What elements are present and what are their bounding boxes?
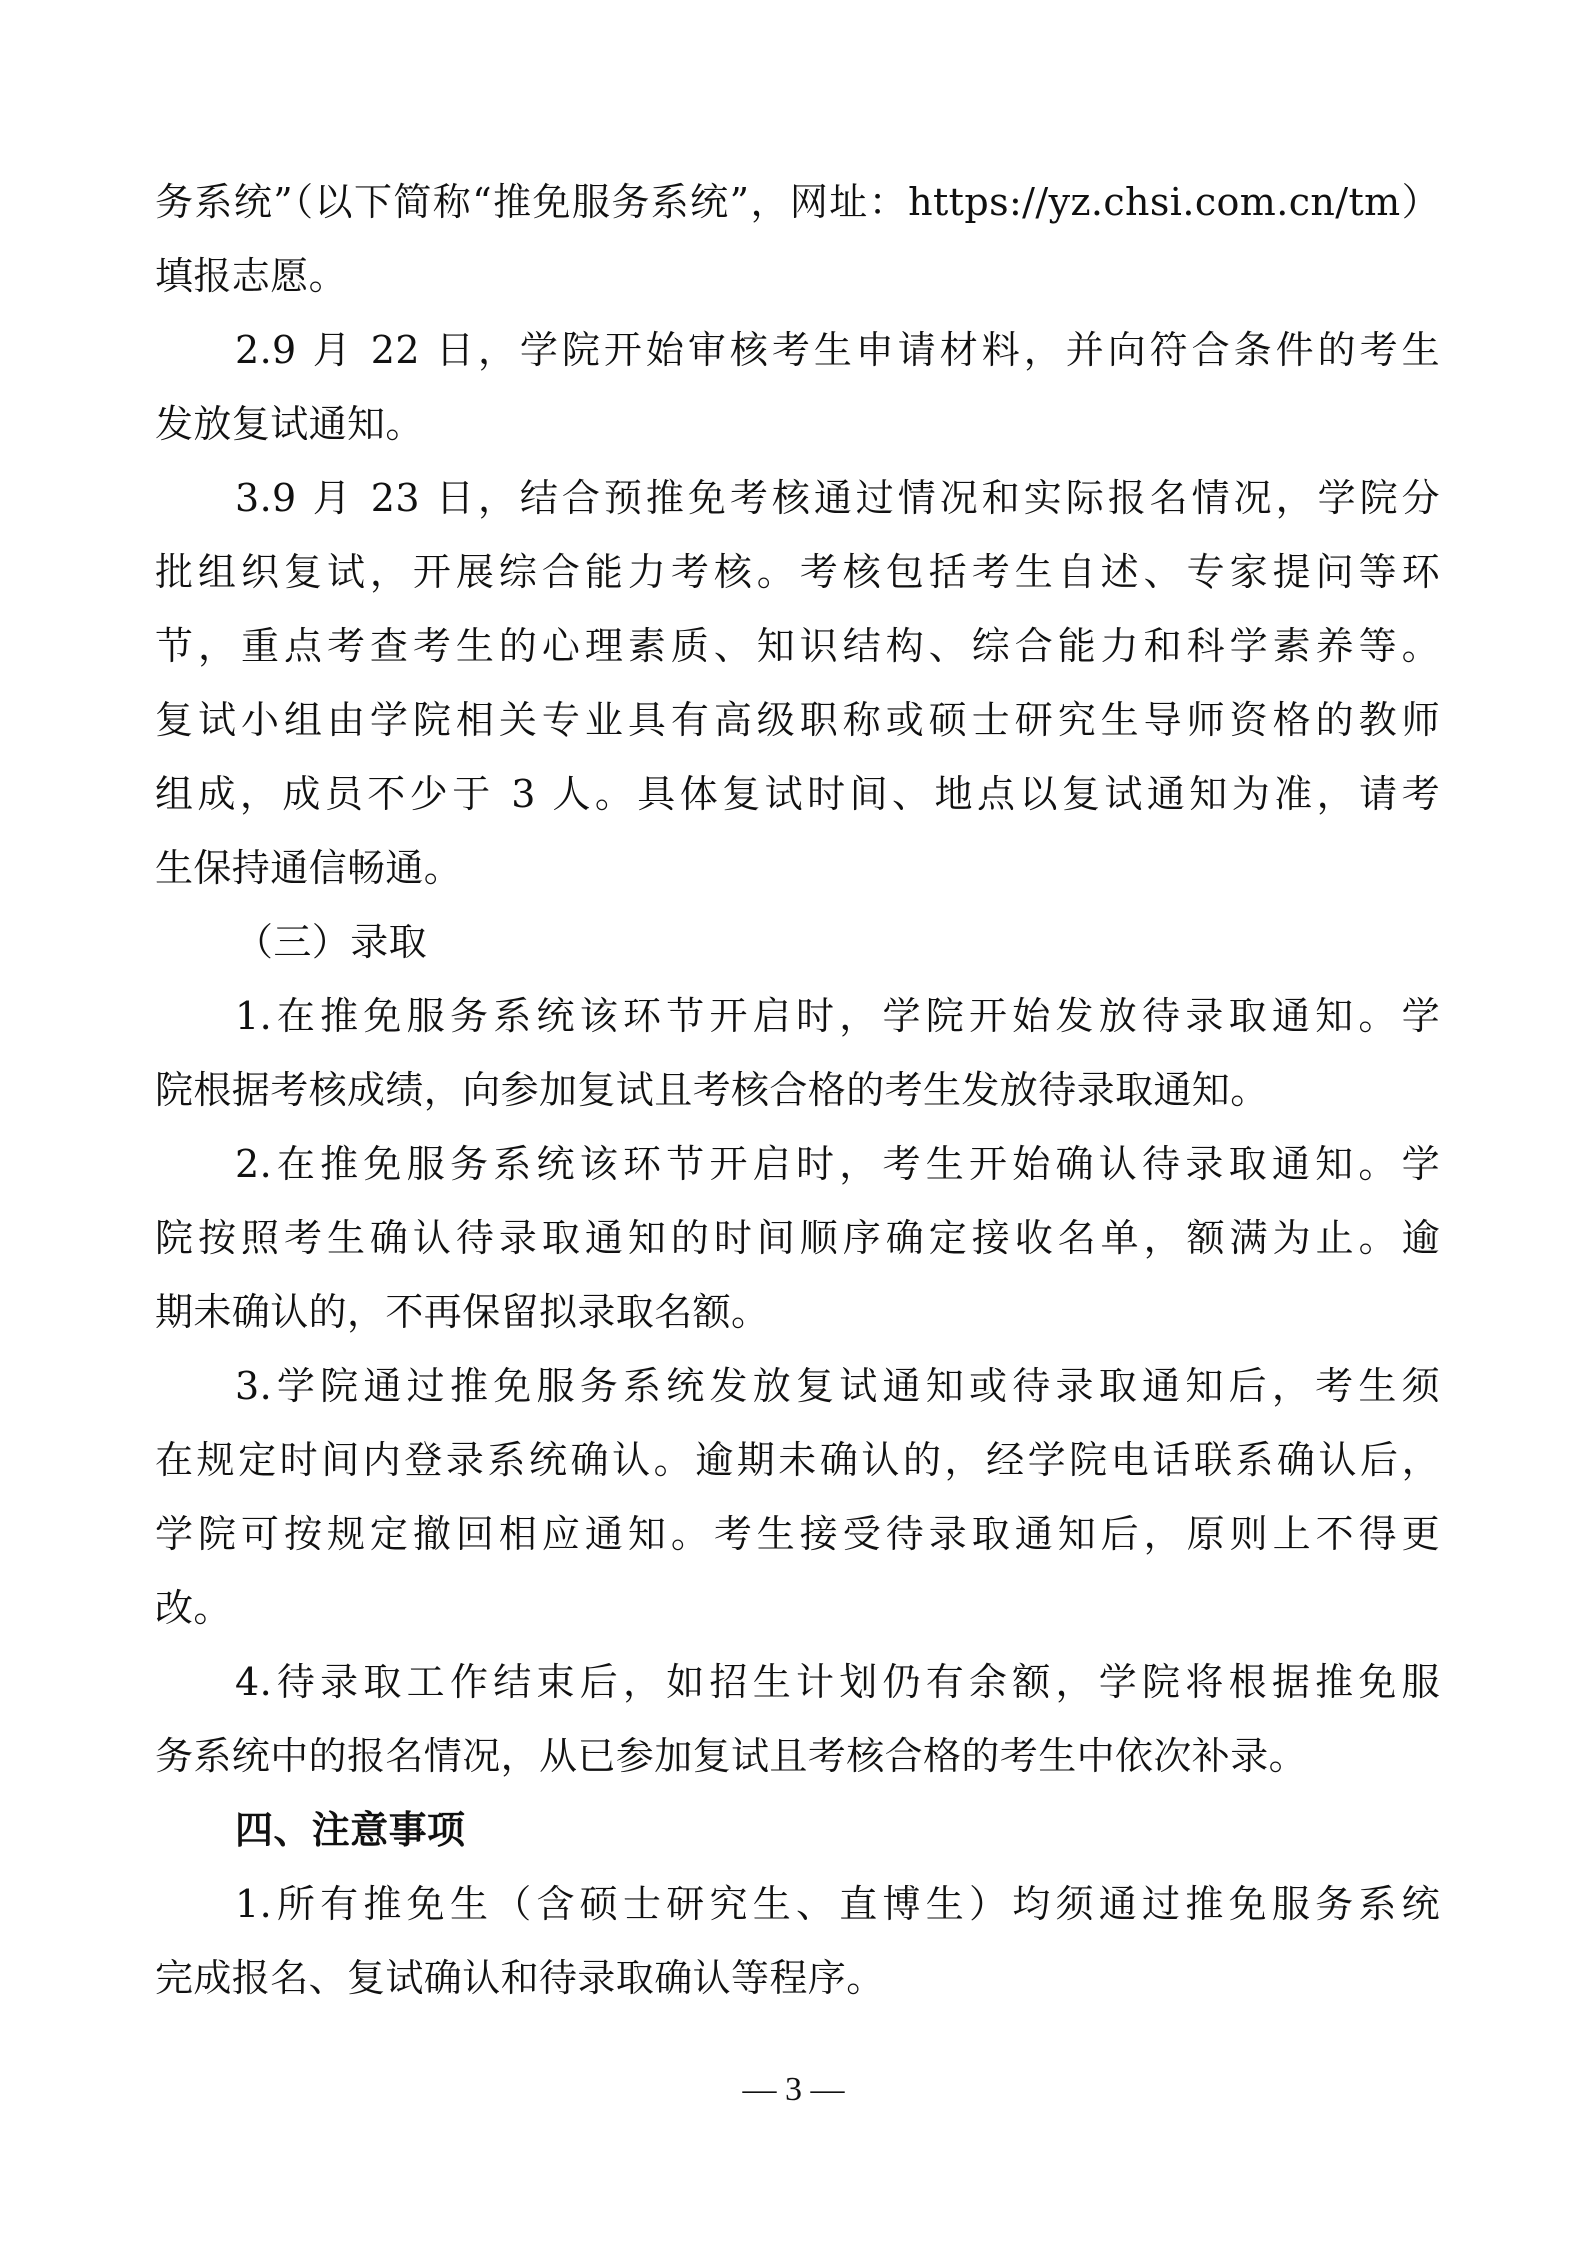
section-heading: 四、注意事项 bbox=[235, 1807, 466, 1852]
section-heading: （三）录取 bbox=[235, 920, 428, 964]
paragraph-line: 务系统中的报名情况，从已参加复试且考核合格的考生中依次补录。 bbox=[155, 1734, 1308, 1778]
paragraph-line: 2.9 月 22 日，学院开始审核考生申请材料，并向符合条件的考生 bbox=[235, 328, 1440, 372]
document-body bbox=[155, 165, 1440, 2015]
paragraph-line: 复试小组由学院相关专业具有高级职称或硕士研究生导师资格的教师 bbox=[155, 698, 1440, 742]
paragraph-line: 批组织复试，开展综合能力考核。考核包括考生自述、专家提问等环 bbox=[155, 550, 1440, 594]
paragraph-line: 期未确认的，不再保留拟录取名额。 bbox=[155, 1290, 770, 1334]
paragraph-line: 节，重点考查考生的心理素质、知识结构、综合能力和科学素养等。 bbox=[155, 624, 1440, 668]
paragraph-line: 务系统”（以下简称“推免服务系统”，网址：https://yz.chsi.com.cn/tm） bbox=[155, 180, 1440, 224]
paragraph-line: 完成报名、复试确认和待录取确认等程序。 bbox=[155, 1956, 885, 2000]
paragraph-line: 1.在推免服务系统该环节开启时，学院开始发放待录取通知。学 bbox=[235, 994, 1440, 1038]
page-number: — 3 — bbox=[742, 2071, 845, 2108]
paragraph-line: 院按照考生确认待录取通知的时间顺序确定接收名单，额满为止。逾 bbox=[155, 1216, 1440, 1260]
paragraph-line: 改。 bbox=[155, 1586, 232, 1630]
paragraph-line: 在规定时间内登录系统确认。逾期未确认的，经学院电话联系确认后， bbox=[155, 1438, 1440, 1482]
paragraph-line: 院根据考核成绩，向参加复试且考核合格的考生发放待录取通知。 bbox=[155, 1068, 1269, 1112]
paragraph-line: 生保持通信畅通。 bbox=[155, 846, 463, 890]
paragraph-line: 发放复试通知。 bbox=[155, 402, 424, 446]
paragraph-line: 填报志愿。 bbox=[155, 254, 348, 298]
paragraph-line: 组成，成员不少于 3 人。具体复试时间、地点以复试通知为准，请考 bbox=[155, 772, 1440, 816]
paragraph-line: 4.待录取工作结束后，如招生计划仍有余额，学院将根据推免服 bbox=[235, 1660, 1440, 1704]
paragraph-line: 学院可按规定撤回相应通知。考生接受待录取通知后，原则上不得更 bbox=[155, 1512, 1440, 1556]
paragraph-line: 3.9 月 23 日，结合预推免考核通过情况和实际报名情况，学院分 bbox=[235, 476, 1440, 520]
paragraph-line: 1.所有推免生（含硕士研究生、直博生）均须通过推免服务系统 bbox=[235, 1882, 1440, 1926]
paragraph-line: 3.学院通过推免服务系统发放复试通知或待录取通知后，考生须 bbox=[235, 1364, 1440, 1408]
paragraph-line: 2.在推免服务系统该环节开启时，考生开始确认待录取通知。学 bbox=[235, 1142, 1440, 1186]
